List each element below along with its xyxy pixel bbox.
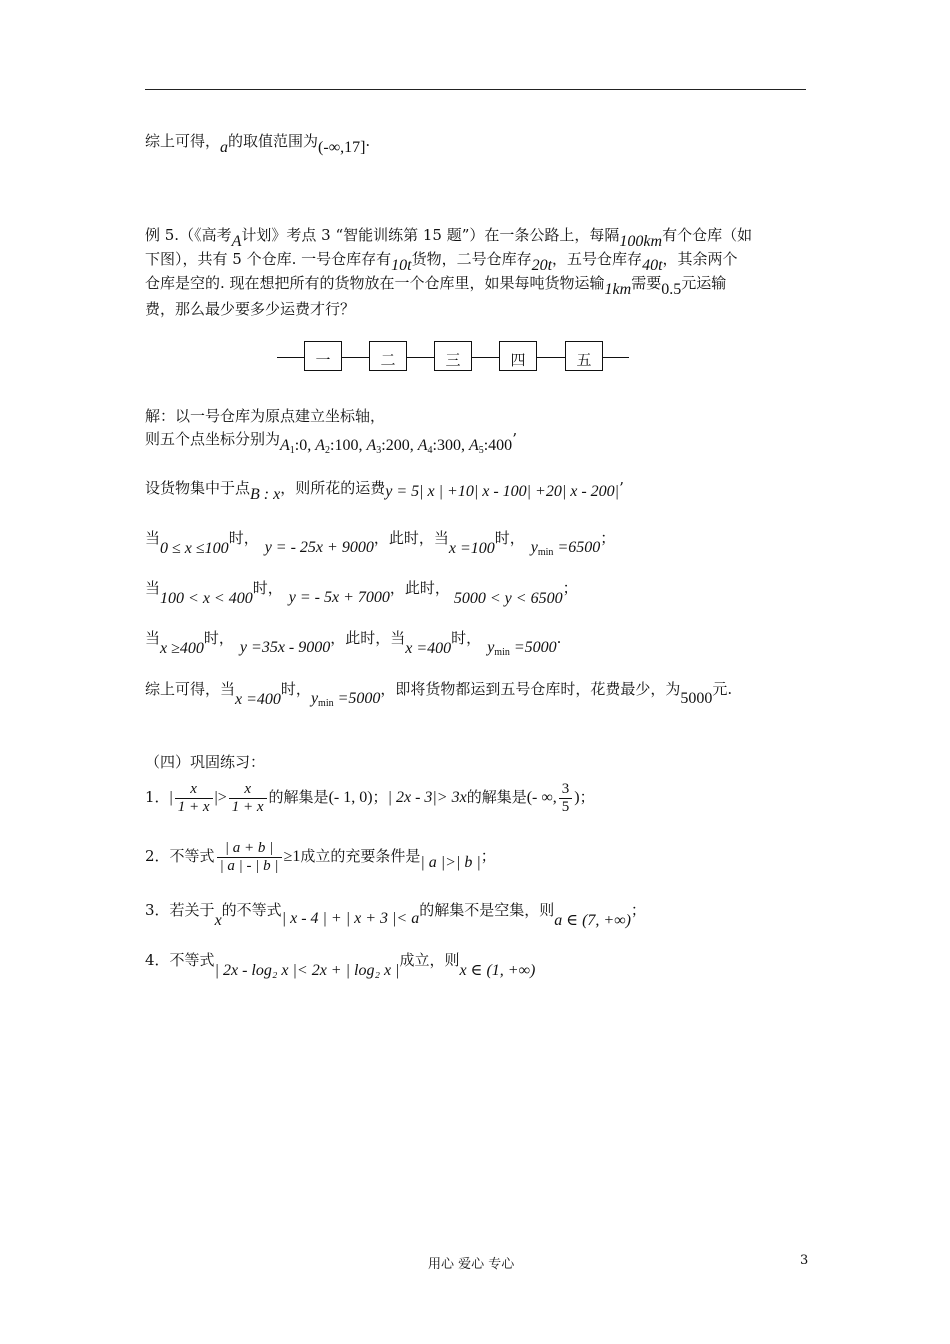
footer-motto: 用心 爱心 专心: [428, 1257, 515, 1272]
practice-item-4: 4．不等式| 2x - log₂ x |< 2x + | log₂ x |成立，则x ∈ (1, +∞): [145, 951, 536, 979]
practice-item-1: 1．| $\frac{x}{1 + x}$ |> $\frac{x}{1 + x}$ 的解集是(- 1, 0)；| 2x - 3|> 3x的解集是(- ∞, $\frac{3}{5}$ )；: [145, 780, 595, 815]
example5-line2: 下图），共有 5 个仓库. 一号仓库存有10t货物，二号仓库存20t，五号仓库存40t，其余两个: [145, 250, 738, 274]
road-segment: [472, 357, 499, 358]
practice-title: （四）巩固练习：: [145, 753, 266, 771]
warehouse-box-3: 三: [434, 341, 472, 371]
conclusion-a-line: 综上可得，a的取值范围为(-∞,17].: [145, 132, 371, 156]
solution-cost-line: 设货物集中于点B : x，则所花的运费y = 5| x | +10| x - 100| +20| x - 200|’: [145, 479, 624, 503]
solution-case1-line: 当0 ≤ x ≤100时，y = - 25x + 9000，此时，当x =100时，$y_{min} =6500$；: [145, 529, 616, 558]
example5-line1: 例 5.（《高考A计划》考点 3 “智能训练第 15 题”）在一条公路上，每隔100km有个仓库（如: [145, 226, 753, 250]
road-segment: [537, 357, 565, 358]
warehouse-box-4: 四: [499, 341, 537, 371]
solution-case3-line: 当x ≥400时，y =35x - 9000，此时，当x =400时，$y_{min} =5000$.: [145, 629, 562, 658]
solution-case2-line: 当100 < x < 400时，y = - 5x + 7000，此时，5000 < y < 6500；: [145, 579, 578, 607]
practice-item-3: 3．若关于x的不等式| x - 4 | + | x + 3 |< a的解集不是空集，则a ∈ (7, +∞)；: [145, 901, 646, 929]
solution-line1: 解：以一号仓库为原点建立坐标轴，: [145, 407, 386, 425]
header-rule: [145, 89, 806, 90]
solution-coords-line: 则五个点坐标分别为$A_1:0$, $A_2:100$, $A_3:200$, $A_4:300$, $A_5:400$’: [145, 430, 517, 456]
example5-line4: 费，那么最少要多少运费才行？: [145, 300, 356, 318]
coords: $A_1:0$, $A_2:100$, $A_3:200$, $A_4:300$, $A_5:400$: [280, 437, 513, 456]
example5-line3: 仓库是空的. 现在想把所有的货物放在一个仓库里，如果每吨货物运输1km需要0.5元运输: [145, 274, 727, 298]
warehouse-diagram: [277, 340, 629, 374]
warehouse-box-2: 二: [369, 341, 407, 371]
warehouse-box-5: 五: [565, 341, 603, 371]
page-number: 3: [800, 1253, 809, 1268]
solution-conclusion-line: 综上可得，当x =400时，$y_{min} =5000$，即将货物都运到五号仓库时，花费最少，为5000元.: [145, 680, 733, 709]
road-segment: [342, 357, 369, 358]
road-segment: [407, 357, 434, 358]
practice-item-2: 2．不等式 $\frac{| a + b |}{| a | - | b |}$ ≥1成立的充要条件是| a |>| b |；: [145, 839, 496, 874]
road-segment: [277, 357, 304, 358]
road-segment: [603, 357, 629, 358]
warehouse-box-1: 一: [304, 341, 342, 371]
